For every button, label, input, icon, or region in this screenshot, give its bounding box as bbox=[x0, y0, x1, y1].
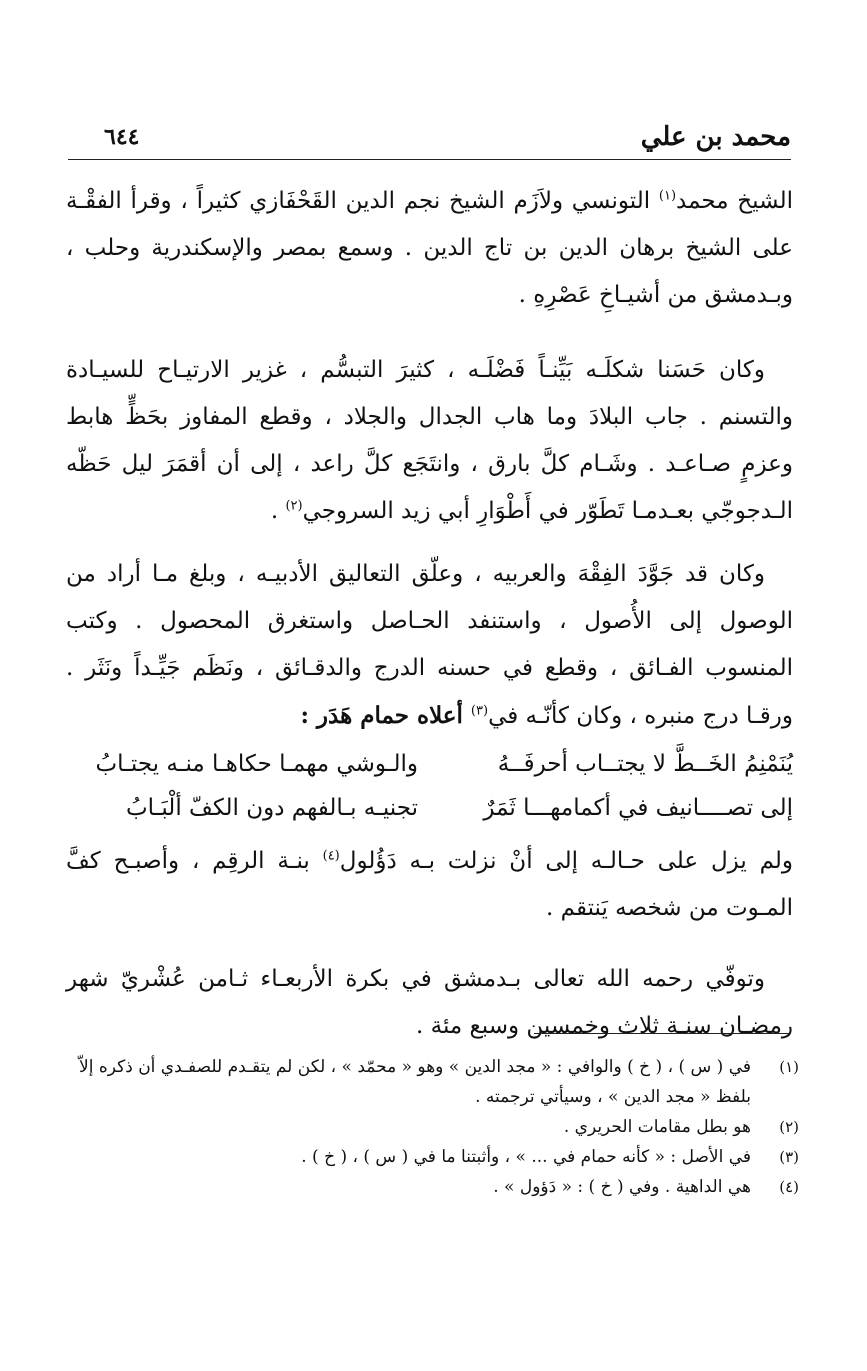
footnote-ref-1[interactable]: (١) bbox=[658, 188, 677, 204]
paragraph-3-start: وكان قد جَوَّدَ الفِقْهَ والعربيه ، وعلّق التعاليق الأدبيـه ، وبلغ مـا أراد من الوصول إلى الأُصول ، واستنفد الحـاصل واستغرق المحصول . وكتب المنسوب الفـائق ، وقطع في حسنه الدرج والدقـائق ، ونَظَم جَيِّـداً ونَثَر . ورقـا درج منبره ، وكان كأنّـه في bbox=[66, 561, 793, 729]
verse-line bbox=[66, 742, 793, 786]
footnote-mark: (٢) bbox=[779, 1118, 799, 1136]
paragraph-5: وتوفّي رحمه الله تعالى بـدمشق في بكرة الأربعـاء ثـامن عُشْريّ شهر رمضـان سنـة ثلاث وخمسين وسبع مئة . bbox=[66, 966, 793, 1039]
verse-1-second-hemistich: والـوشي مهمـا حكاهـا منـه يجتـابُ bbox=[95, 751, 418, 777]
paragraph-1 bbox=[66, 178, 793, 319]
paragraph-4-rest: بنـة الرقِم ، وأصبـح كفَّ المـوت من شخصه يَنتقم . bbox=[66, 848, 793, 921]
verse-line bbox=[66, 786, 793, 830]
paragraph-2 bbox=[66, 347, 793, 535]
footnote-3 bbox=[66, 1142, 799, 1172]
paragraph-3-rest: أعلاه حمام هَدَر : bbox=[300, 702, 471, 729]
paragraph-gap bbox=[66, 932, 793, 956]
paragraph-4 bbox=[66, 838, 793, 932]
footnotes bbox=[66, 1052, 799, 1202]
footnote-text: في ( س ) ، ( خ ) والوافي : « مجد الدين » وهو « محمّد » ، لكن لم يتقـدم للصفـدي أن ذكره إلاّ بلفظ « مجد الدين » ، وسيأتي ترجمته . bbox=[79, 1057, 751, 1107]
poem-verses bbox=[66, 742, 793, 830]
paragraph-gap bbox=[66, 535, 793, 551]
footnote-rule bbox=[534, 1033, 790, 1034]
footnote-text: هي الداهية . وفي ( خ ) : « دَؤول » . bbox=[493, 1177, 751, 1197]
paragraph-2-rest: . bbox=[270, 498, 286, 524]
page-number: ٦٤٤ bbox=[104, 124, 140, 150]
paragraph-gap bbox=[66, 319, 793, 347]
paragraph-2-start: وكان حَسَنا شكلَـه بَيِّنـاً فَضْلَـه ، كثيرَ التبسُّم ، غزير الارتيـاح للسيـادة والتسنم . جاب البلادَ وما هاب الجدال والجلاد ، وقطع المفاوز بحَظٍّ هابط وعزمٍ صـاعـد . وشَـام كلَّ بارق ، وانتَجَع كلَّ راعد ، إلى أن أقمَرَ ليل حَظّه الـدجوجّي بعـدمـا تَطَوّر في أَطْوَارِ أبي زيد السروجي bbox=[66, 357, 793, 524]
verse-2-second-hemistich: تجنيـه بـالفهم دون الكفّ ألْبَـابُ bbox=[125, 795, 418, 821]
verse-1-first-hemistich: يُنَمْنِمُ الخَــطَّ لا يجتــاب أحرفَــهُ bbox=[497, 751, 793, 777]
footnote-text: هو بطل مقامات الحريري . bbox=[563, 1117, 751, 1137]
footnote-4 bbox=[66, 1172, 799, 1202]
running-head: محمد بن علي bbox=[640, 122, 791, 152]
paragraph-1-start: الشيخ محمد bbox=[676, 188, 794, 214]
paragraph-4-start: ولم يزل على حـالـه إلى أنْ نزلت بـه دَؤُلول bbox=[339, 848, 793, 874]
footnote-mark: (١) bbox=[779, 1058, 799, 1076]
footnote-mark: (٤) bbox=[779, 1178, 799, 1196]
paragraph-1-rest: التونسي ولاَزَم الشيخ نجم الدين القَحْفَازي كثيراً ، وقرأ الفقْـة على الشيخ برهان الدين بن تاج الدين . وسمع بمصر والإسكندرية وحلب ، وبـدمشق من أشيـاخِ عَصْرِهِ . bbox=[66, 188, 793, 308]
footnote-mark: (٣) bbox=[779, 1148, 799, 1166]
footnote-ref-2[interactable]: (٢) bbox=[285, 498, 303, 514]
page-header bbox=[68, 118, 791, 158]
footnote-2 bbox=[66, 1112, 799, 1142]
footnote-ref-3[interactable]: (٣) bbox=[470, 703, 489, 719]
footnote-1 bbox=[66, 1052, 799, 1112]
paragraph-3 bbox=[66, 551, 793, 740]
header-rule bbox=[68, 159, 791, 160]
footnote-text: في الأصل : « كأنه حمام في ... » ، وأثبتنا ما في ( س ) ، ( خ ) . bbox=[301, 1147, 751, 1167]
verse-2-first-hemistich: إلى تصــــانيف في أكمامهـــا ثَمَرٌ bbox=[483, 795, 793, 821]
footnote-ref-4[interactable]: (٤) bbox=[322, 848, 340, 864]
main-text bbox=[66, 178, 793, 1050]
